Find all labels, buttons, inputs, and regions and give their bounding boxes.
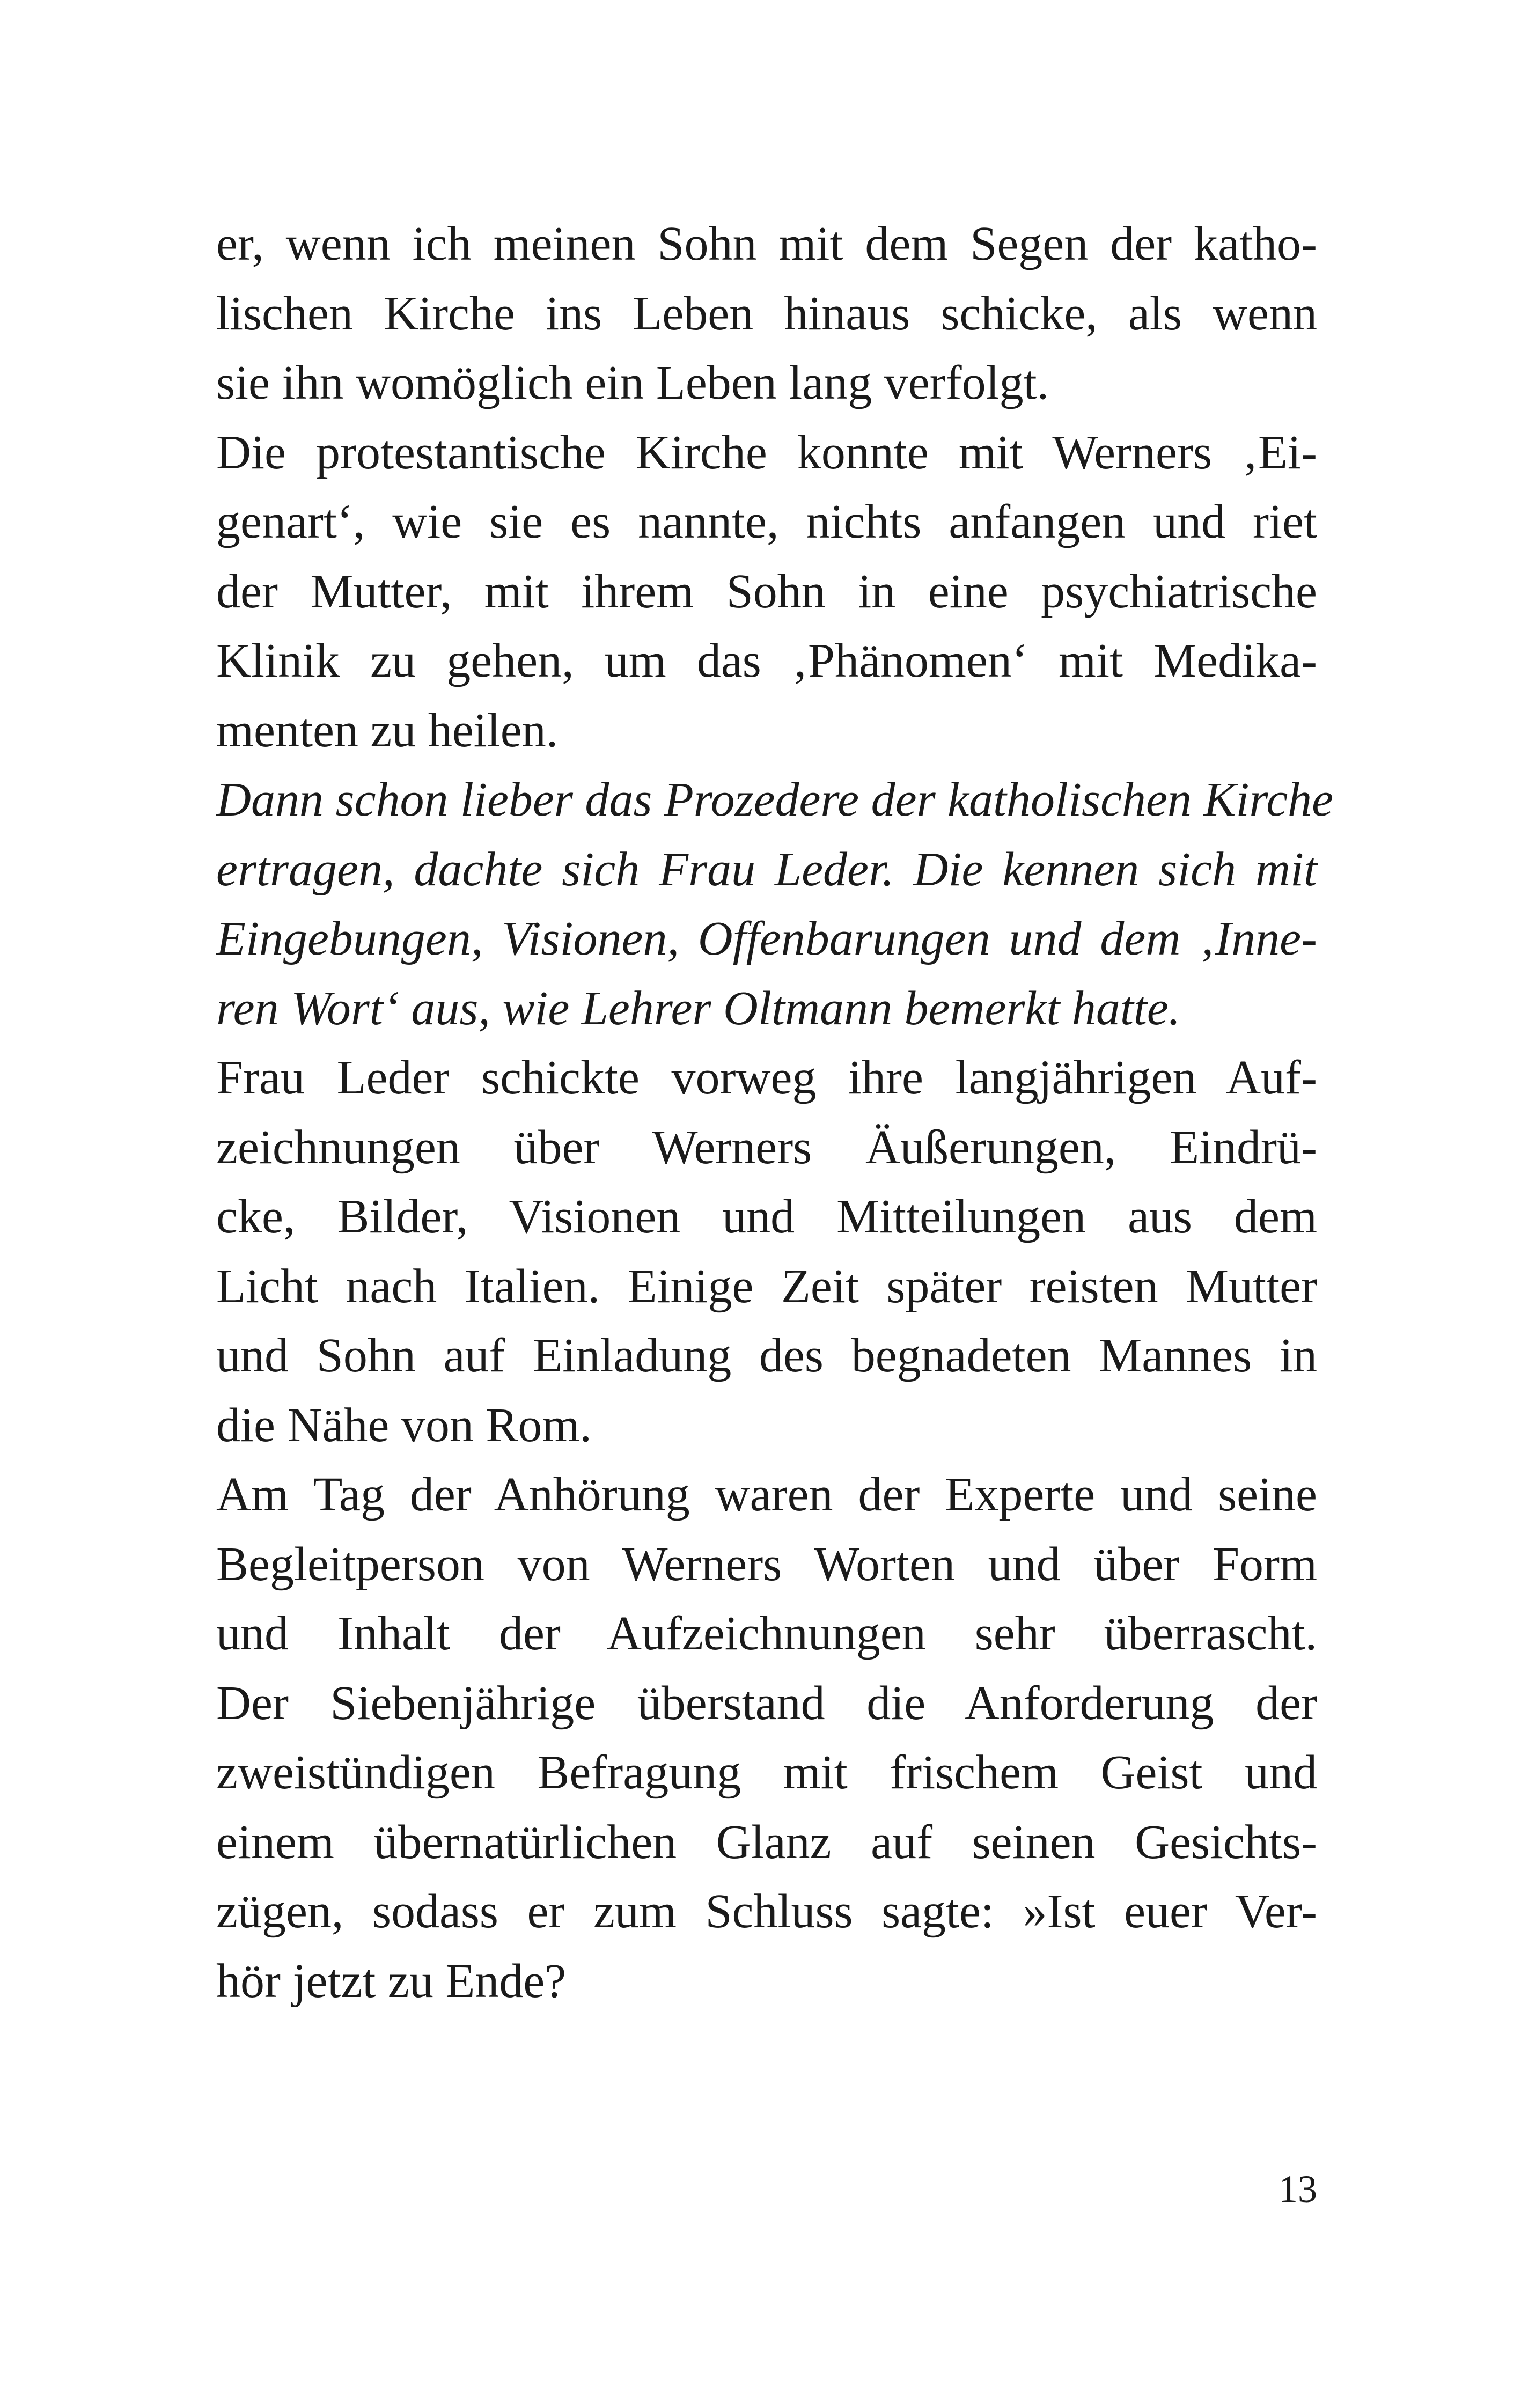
text-line: Klinik zu gehen, um das ‚Phänomen‘ mit Medika- (216, 634, 1317, 687)
text-line: Am Tag der Anhörung waren der Experte und seine (216, 1468, 1317, 1521)
text-line: genart‘, wie sie es nannte, nichts anfangen und riet (216, 495, 1317, 548)
text-line: ertragen, dachte sich Frau Leder. Die kennen sich mit (216, 842, 1317, 896)
text-line: der Mutter, mit ihrem Sohn in eine psychiatrische (216, 564, 1317, 618)
text-line: Begleitperson von Werners Worten und über Form (216, 1537, 1317, 1591)
text-line: und Inhalt der Aufzeichnungen sehr überrascht. (216, 1607, 1317, 1660)
text-line: zügen, sodass er zum Schluss sagte: »Ist euer Ver- (216, 1885, 1317, 1938)
text-line: und Sohn auf Einladung des begnadeten Mannes in (216, 1329, 1317, 1382)
text-line: Dann schon lieber das Prozedere der katholischen Kirche (216, 773, 1334, 826)
paragraph (216, 1460, 1317, 2016)
text-line: er, wenn ich meinen Sohn mit dem Segen der katho- (216, 217, 1317, 270)
text-line: cke, Bilder, Visionen und Mitteilungen aus dem (216, 1190, 1317, 1243)
text-line: Frau Leder schickte vorweg ihre langjährigen Auf- (216, 1051, 1317, 1104)
text-line: zweistündigen Befragung mit frischem Geist und (216, 1746, 1317, 1799)
text-line: lischen Kirche ins Leben hinaus schicke, als wenn (216, 287, 1317, 340)
text-line: menten zu heilen. (216, 703, 559, 757)
body-text (216, 209, 1334, 2016)
paragraph (216, 765, 1334, 1043)
text-line: Licht nach Italien. Einige Zeit später reisten Mutter (216, 1259, 1317, 1313)
text-line: ren Wort‘ aus, wie Lehrer Oltmann bemerkt hatte. (216, 981, 1181, 1035)
text-line: sie ihn womöglich ein Leben lang verfolgt. (216, 356, 1049, 409)
paragraph (216, 1043, 1317, 1460)
text-line: hör jetzt zu Ende? (216, 1954, 567, 2008)
page-number: 13 (1278, 2168, 1317, 2211)
text-line: Eingebungen, Visionen, Offenbarungen und dem ‚Inne- (216, 912, 1317, 965)
paragraph (216, 209, 1317, 418)
text-line: einem übernatürlichen Glanz auf seinen Gesichts- (216, 1815, 1317, 1869)
text-line: Die protestantische Kirche konnte mit Werners ‚Ei- (216, 425, 1317, 479)
paragraph (216, 418, 1317, 766)
text-line: die Nähe von Rom. (216, 1398, 592, 1452)
text-line: zeichnungen über Werners Äußerungen, Eindrü- (216, 1120, 1317, 1174)
text-line: Der Siebenjährige überstand die Anforderung der (216, 1676, 1317, 1730)
